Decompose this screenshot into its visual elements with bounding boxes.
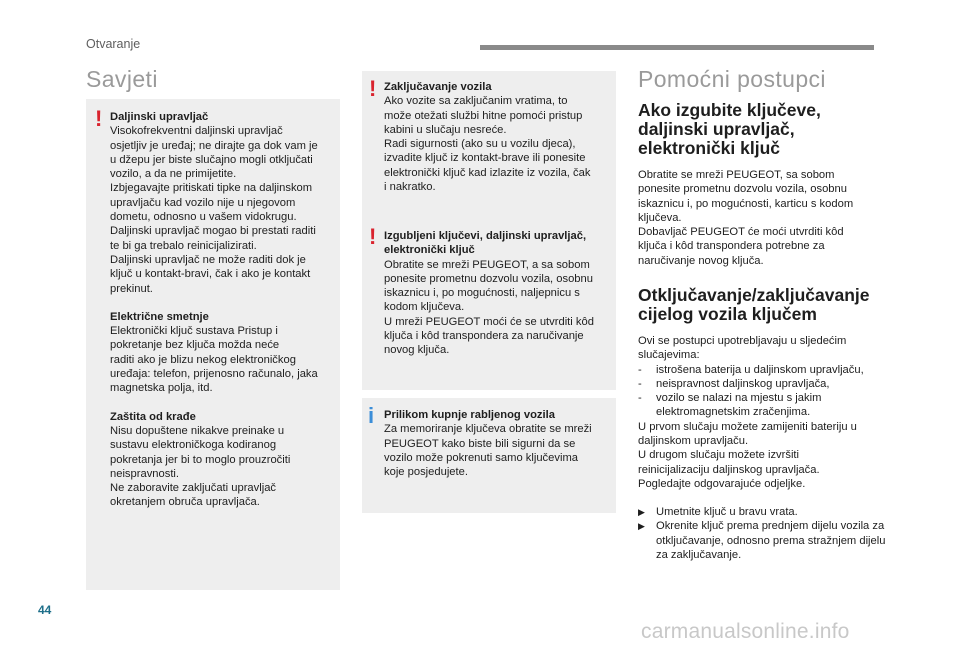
tip-line: Izbjegavajte pritiskati tipke na daljinskom — [110, 182, 313, 195]
tip-title-theft: Zaštita od krađe — [110, 410, 196, 423]
tip-line: ključ u kontakt-bravi, čak i ako je kontakt — [110, 268, 311, 281]
tip-line: prekinut. — [110, 282, 153, 295]
steps-paragraph — [638, 505, 890, 562]
tip-title-remote: Daljinski upravljač — [110, 111, 209, 123]
used-car-line: Za memoriranje ključeva obratite se mreži — [384, 423, 592, 436]
tip-line: sustavu elektroničkoga kodiranog — [110, 439, 277, 452]
locking-line: Ako vozite sa zaključanim vratima, to — [384, 95, 568, 108]
tip-line: upravljaču kad vozilo nije u njegovom — [110, 196, 296, 209]
lost-keys-line: novog ključa. — [384, 344, 450, 357]
para-line: Obratite se mreži PEUGEOT, sa sobom — [638, 169, 835, 181]
tip-line: Elektronički ključ sustava Pristup i — [110, 325, 278, 338]
lost-keys-line: ponesite prometnu dozvolu vozila, osobnu — [384, 272, 593, 285]
heading-line: Otključavanje/zaključavanje — [638, 285, 870, 305]
lost-keys-line: ključa i kôd transpondera za naručivanje — [384, 330, 584, 343]
tip-line: pokretanje bez ključa možda neće — [110, 339, 280, 352]
para-line: ponesite prometnu dozvolu vozila, osobnu — [638, 183, 847, 196]
list-item: - istrošena baterija u daljinskom upravljaču, — [638, 363, 890, 377]
locking-line: i nakratko. — [384, 181, 436, 194]
tip-line: Daljinski upravljač mogao bi prestati raditi — [110, 225, 316, 238]
heading-line: daljinski upravljač, — [638, 119, 795, 139]
para-line: reinicijalizaciju daljinskog upravljača. — [638, 463, 820, 476]
arrow-right-icon: ▶ — [638, 521, 645, 532]
para-line: iskaznicu i, po mogućnosti, karticu s kodom — [638, 197, 854, 210]
lost-keys-line: kodom ključeva. — [384, 301, 465, 314]
list-item: - vozilo se nalazi na mjestu s jakim elektromagnetskim zračenjima. — [638, 391, 890, 420]
step-text: Umetnite ključ u bravu vrata. — [656, 506, 798, 518]
watermark: carmanualsonline.info — [641, 620, 850, 643]
info-icon: i — [368, 403, 375, 428]
section-label: Otvaranje — [86, 37, 141, 51]
tip-line: Ne zaboravite zaključati upravljač — [110, 482, 277, 495]
left-column-title: Savjeti — [86, 66, 158, 92]
tip-line: raditi ako je blizu nekog elektroničkog — [110, 353, 296, 366]
para-line: naručivanje novog ključa. — [638, 254, 764, 267]
heading-line: Ako izgubite ključeve, — [638, 100, 821, 120]
used-car-line: koje posjedujete. — [384, 466, 468, 479]
para-line: Ovi se postupci upotrebljavaju u sljedećim — [638, 335, 847, 347]
locking-title: Zaključavanje vozila — [384, 81, 492, 93]
page-number: 44 — [38, 603, 52, 617]
tip-line: te bi ga trebalo reinicijalizirati. — [110, 239, 257, 252]
tip-line: okretanjem obruča upravljača. — [110, 496, 260, 509]
step-text: Okrenite ključ prema prednjem dijelu vozila za otključavanje, odnosno prema stražnjem dijelu za zaključavanje. — [656, 520, 886, 561]
para-line: Pogledajte odgovarajuće odjeljke. — [638, 477, 806, 490]
lost-keys-title-2: elektronički ključ — [384, 244, 475, 257]
list-item — [638, 519, 890, 562]
warning-icon: ! — [369, 76, 377, 101]
locking-line: Radi sigurnosti (ako su u vozilu djeca), — [384, 138, 576, 151]
tip-line: dometu, odnosno u vašem vidokrugu. — [110, 211, 297, 224]
tip-line: vozilo, a da ne primijetite. — [110, 168, 237, 181]
tip-line: Nisu dopuštene nikakve preinake u — [110, 424, 285, 437]
tip-line: osjetljiv je uređaj; ne dirajte ga dok vam je — [110, 139, 318, 152]
heading-lost-keys — [638, 101, 898, 158]
heading-line: elektronički ključ — [638, 138, 781, 158]
tip-line: Daljinski upravljač ne može raditi dok je — [110, 253, 306, 266]
para-line: Dobavljač PEUGEOT će moći utvrditi kôd — [638, 226, 844, 239]
warning-icon: ! — [95, 106, 103, 131]
para-line: U prvom slučaju možete zamijeniti bateriju u — [638, 420, 857, 433]
para-line: ključeva. — [638, 211, 682, 224]
used-car-line: PEUGEOT kako biste bili sigurni da se — [384, 437, 576, 450]
tip-line: u džepu jer biste slučajno mogli otključati — [110, 153, 313, 166]
locking-line: izvadite ključ iz kontakt-brave ili ponesite — [384, 152, 586, 165]
tip-line: Visokofrekventni daljinski upravljač — [110, 125, 283, 138]
locking-line: kabini u slučaju nesreće. — [384, 123, 507, 136]
used-car-title: Prilikom kupnje rabljenog vozila — [384, 409, 555, 421]
key-locking-paragraph — [638, 334, 890, 491]
left-tips-text — [110, 110, 336, 510]
para-line: ključa i kôd transpondera potrebne za — [638, 240, 825, 253]
lost-keys-line: iskaznicu i, po mogućnosti, naljepnicu s — [384, 287, 580, 300]
lost-keys-paragraph — [638, 168, 888, 268]
list-item: - neispravnost daljinskog upravljača, — [638, 377, 890, 391]
tip-line: uređaja: telefon, prijenosno računalo, jaka — [110, 368, 318, 381]
used-car-line: vozilo može pokrenuti samo ključevima — [384, 451, 578, 464]
arrow-right-icon: ▶ — [638, 507, 645, 517]
para-line: slučajevima: — [638, 349, 700, 362]
locking-line: elektronički ključ kad izlazite iz vozila, čak — [384, 166, 591, 179]
list-item — [638, 505, 890, 519]
lost-keys-line: Obratite se mreži PEUGEOT, a sa sobom — [384, 258, 590, 271]
tip-line: pokretanja jer bi to moglo prouzročiti — [110, 453, 291, 466]
heading-line: cijelog vozila ključem — [638, 304, 817, 324]
lost-keys-text — [384, 229, 612, 358]
tip-title-interference: Električne smetnje — [110, 310, 209, 323]
right-column-title: Pomoćni postupci — [638, 66, 826, 92]
tip-line: neispravnosti. — [110, 467, 180, 480]
used-car-text — [384, 408, 612, 479]
para-line: U drugom slučaju možete izvršiti — [638, 449, 800, 462]
tip-line: magnetska polja, itd. — [110, 382, 213, 395]
locking-line: može otežati službi hitne pomoći pristup — [384, 109, 583, 122]
lost-keys-line: U mreži PEUGEOT moći će se utvrditi kôd — [384, 315, 594, 328]
warning-icon: ! — [369, 224, 377, 249]
header-rule — [480, 45, 874, 50]
cases-list — [638, 363, 890, 420]
locking-text — [384, 80, 612, 194]
para-line: daljinskom upravljaču. — [638, 435, 749, 448]
steps-list — [638, 505, 890, 562]
heading-key-locking — [638, 286, 908, 324]
lost-keys-title: Izgubljeni ključevi, daljinski upravljač, — [384, 230, 587, 242]
